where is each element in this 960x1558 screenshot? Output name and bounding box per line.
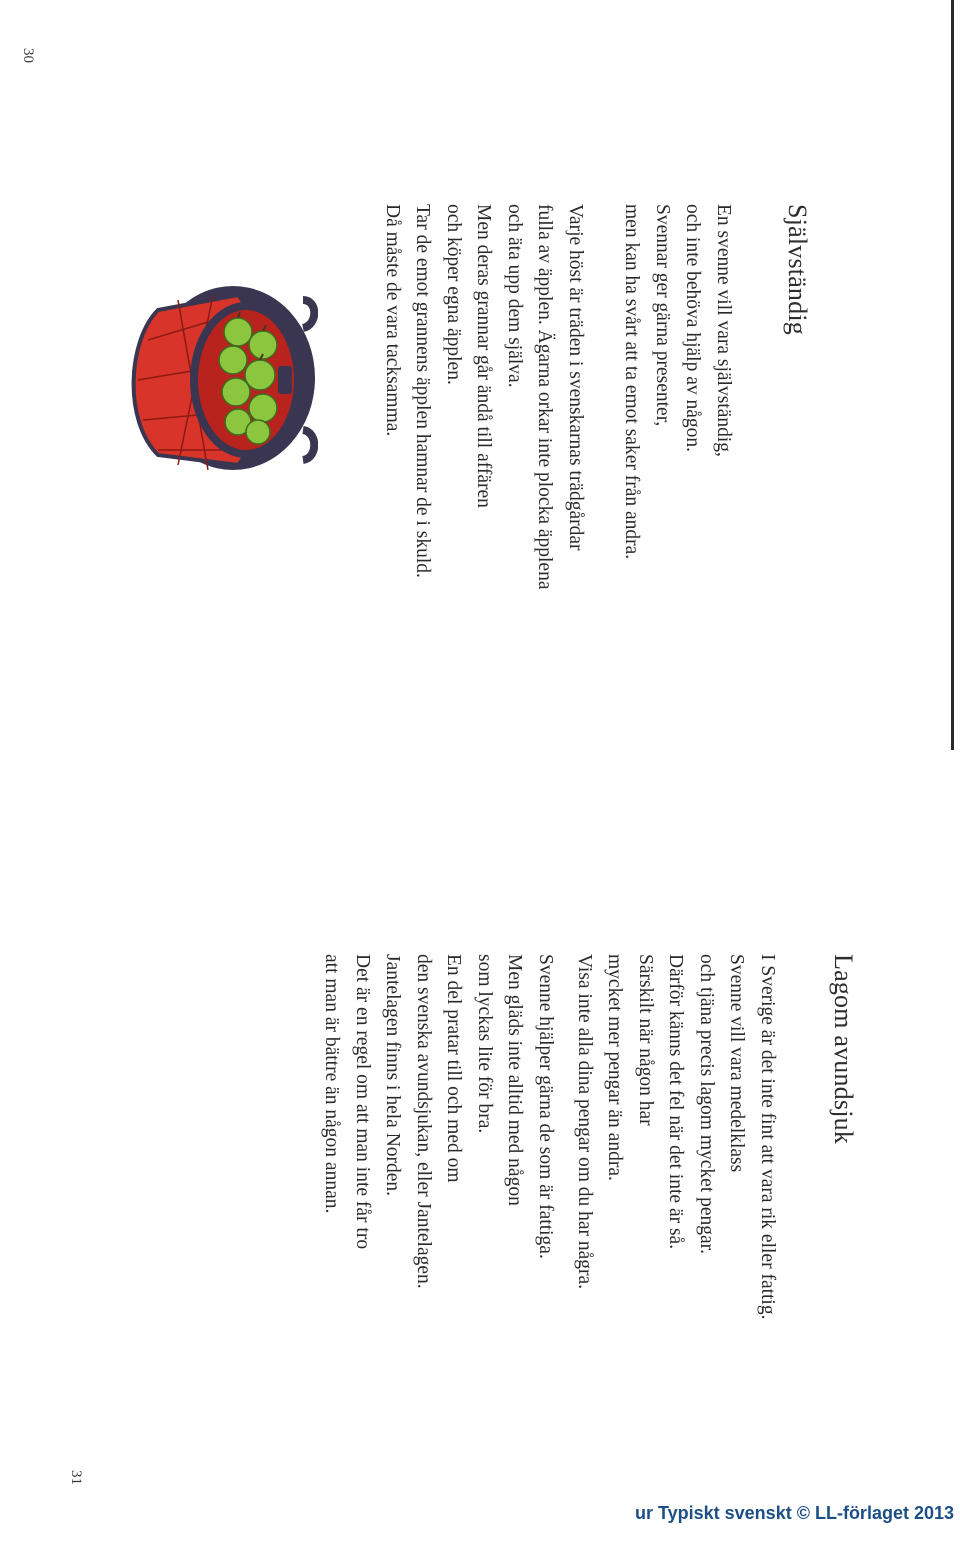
apples	[219, 318, 277, 444]
text-line: och äta upp dem själva.	[504, 204, 525, 388]
basket-handle-top	[303, 300, 314, 328]
left-paragraph-2	[377, 204, 591, 590]
text-line: Då måste de vara tacksamma.	[382, 204, 403, 437]
left-page-title: Självständig	[783, 204, 812, 335]
text-line: En svenne vill vara självständig,	[713, 204, 734, 457]
basket-handle-bottom	[303, 430, 314, 460]
text-line: Särskilt när någon har	[635, 954, 656, 1126]
text-line: En del pratar till och med om	[443, 954, 465, 1183]
page-gutter	[951, 0, 954, 750]
text-line: och köper egna äpplen.	[443, 204, 464, 385]
page-number-right: 31	[68, 1470, 84, 1485]
text-line: Svenne hjälper gärna de som är fattiga.	[535, 954, 556, 1259]
text-line: Tar de emot grannens äpplen hamnar de i skuld.	[412, 204, 434, 578]
text-line: som lyckas lite för bra.	[474, 954, 495, 1134]
right-paragraph-1	[569, 954, 783, 1319]
text-line: Svenne vill vara medelklass	[726, 954, 748, 1173]
text-line: men kan ha svårt att ta emot saker från andra.	[621, 204, 643, 560]
text-line: Men gläds inte alltid med någon	[504, 954, 526, 1206]
left-paragraph-1	[616, 204, 738, 559]
text-line: den svenska avundsjukan, eller Jantelagen.	[413, 954, 434, 1289]
text-line: fulla av äpplen. Ägarna orkar inte plocka äpplena	[534, 204, 556, 590]
text-line: Visa inte alla dina pengar om du har några.	[574, 954, 595, 1290]
text-line: Jantelagen finns i hela Norden.	[382, 954, 404, 1197]
text-line: mycket mer pengar än andra.	[604, 954, 626, 1181]
right-paragraph-2	[316, 954, 560, 1289]
text-line: Varje höst är träden i svenskarnas trädgårdar	[565, 204, 586, 551]
text-line: Det är en regel om att man inte får tro	[352, 954, 373, 1250]
apple-basket-illustration	[118, 270, 318, 490]
text-line: Därför känns det fel när det inte är så.	[665, 954, 687, 1250]
right-page-title: Lagom avundsjuk	[829, 954, 858, 1145]
text-line: Men deras grannar går ändå till affären	[473, 204, 495, 508]
text-line: och tjäna precis lagom mycket pengar.	[696, 954, 717, 1254]
page-number-left: 30	[20, 48, 36, 63]
text-line: att man är bättre än någon annan.	[321, 954, 343, 1214]
text-line: och inte behöva hjälp av någon.	[682, 204, 704, 453]
text-line: I Sverige är det inte fint att vara rik eller fattig.	[757, 954, 778, 1320]
source-credit: ur Typiskt svenskt © LL-förlaget 2013	[634, 1503, 954, 1523]
text-line: Svennar ger gärna presenter,	[652, 204, 673, 427]
